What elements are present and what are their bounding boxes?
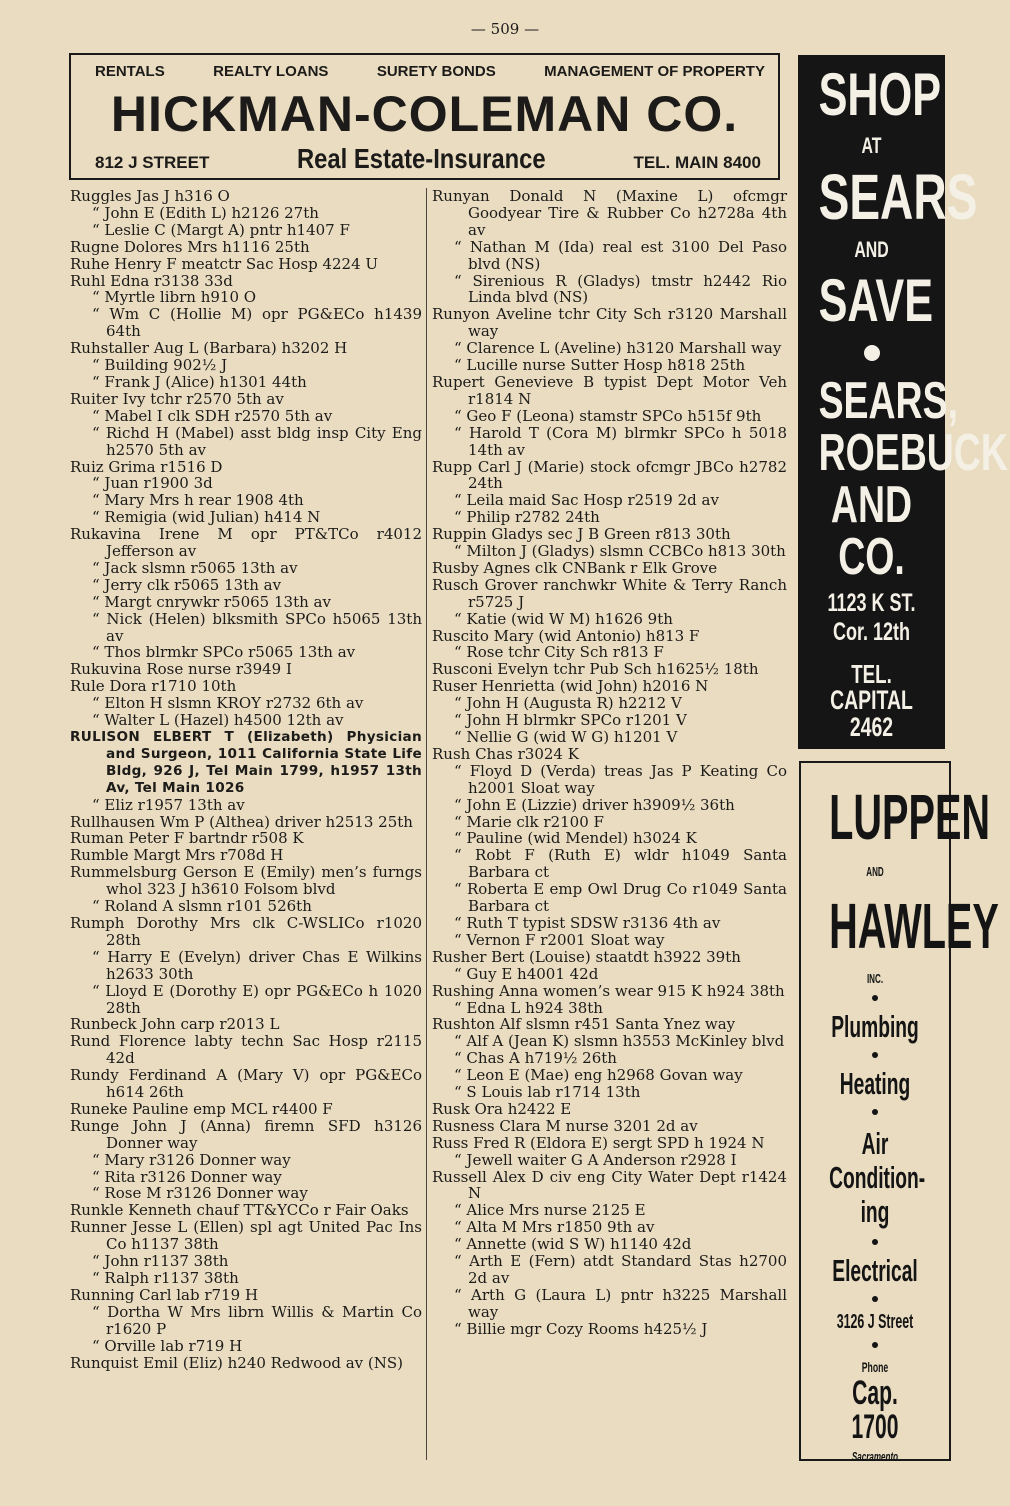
sears-shop: SHOP xyxy=(818,61,942,128)
directory-subentry: “ Alta M Mrs r1850 9th av xyxy=(454,1218,655,1237)
directory-entry: Rushing Anna women’s wear 915 K h924 38th xyxy=(432,981,785,1000)
directory-subentry: “ Margt cnrywkr r5065 13th av xyxy=(92,592,331,611)
directory-subentry: “ Harry E (Evelyn) driver Chas E Wilkins h2633 30th xyxy=(92,947,422,983)
sears-corner: Cor. 12th xyxy=(832,618,911,646)
directory-subentry: “ Dortha W Mrs librn Willis & Martin Co r1620 P xyxy=(92,1302,422,1338)
sears-tel-exchange: CAPITAL xyxy=(830,685,913,715)
directory-entry: Russ Fred R (Eldora E) sergt SPD h 1924 N xyxy=(432,1133,765,1152)
directory-subentry: “ Jack slsmn r5065 13th av xyxy=(92,558,298,577)
directory-entry: Rugne Dolores Mrs h1116 25th xyxy=(70,237,310,256)
hickman-coleman-ad xyxy=(69,53,780,180)
directory-subentry: “ John E (Lizzie) driver h3909½ 36th xyxy=(454,795,735,814)
directory-subentry: “ Pauline (wid Mendel) h3024 K xyxy=(454,829,697,848)
directory-subentry: “ Myrtle librn h910 O xyxy=(92,288,257,307)
directory-subentry: “ Jerry clk r5065 13th av xyxy=(92,575,282,594)
directory-subentry: “ Marie clk r2100 F xyxy=(454,812,604,831)
bullet-dot xyxy=(872,1109,878,1115)
luppen-hawley-ad xyxy=(799,761,999,1465)
directory-subentry: “ Elton H slsmn KROY r2732 6th av xyxy=(92,694,364,713)
directory-entry: Rusness Clara M nurse 3201 2d av xyxy=(432,1116,698,1135)
company-address: 812 J STREET xyxy=(95,153,210,172)
service-realty-loans: REALTY LOANS xyxy=(213,63,329,80)
directory-subentry: “ Eliz r1957 13th av xyxy=(92,795,245,814)
directory-subentry: “ Wm C (Hollie M) opr PG&ECo h1439 64th xyxy=(92,305,422,341)
ad-footer-row xyxy=(95,143,761,175)
directory-entry: Rusch Grover ranchwkr White & Terry Ranch r5725 J xyxy=(432,575,787,611)
page-number: — 509 — xyxy=(470,20,540,38)
directory-subentry: “ Vernon F r2001 Sloat way xyxy=(454,930,665,949)
directory-subentry: “ Frank J (Alice) h1301 44th xyxy=(92,372,307,391)
directory-subentry: “ Arth E (Fern) atdt Standard Stas h2700 2d av xyxy=(454,1252,787,1287)
directory-entry: Rupp Carl J (Marie) stock ofcmgr JBCo h2782 24th xyxy=(432,457,787,493)
directory-subentry: “ Mabel I clk SDH r2570 5th av xyxy=(92,406,333,425)
directory-subentry: “ John H (Augusta R) h2212 V xyxy=(454,694,682,713)
directory-subentry: “ Philip r2782 24th xyxy=(454,508,600,527)
directory-entry: Rundy Ferdinand A (Mary V) opr PG&ECo h614 26th xyxy=(70,1066,422,1102)
directory-entry: Rullhausen Wm P (Althea) driver h2513 25th xyxy=(70,812,413,831)
sears-company-3: AND CO. xyxy=(830,476,913,586)
directory-subentry: “ Alf A (Jean K) slsmn h3553 McKinley blvd xyxy=(454,1032,785,1051)
directory-subentry: “ Building 902½ J xyxy=(92,356,228,375)
directory-subentry: “ Orville lab r719 H xyxy=(92,1336,243,1355)
directory-subentry: “ Thos blrmkr SPCo r5065 13th av xyxy=(92,643,356,662)
company-name: HICKMAN-COLEMAN CO. xyxy=(110,86,739,142)
directory-subentry: “ Jewell waiter G A Anderson r2928 I xyxy=(454,1150,737,1169)
services-row xyxy=(95,63,765,80)
directory-entry: Ruser Henrietta (wid John) h2016 N xyxy=(432,677,709,696)
directory-entry: Runge John J (Anna) firemn SFD h3126 Donner way xyxy=(70,1116,422,1152)
directory-subentry: “ Alice Mrs nurse 2125 E xyxy=(454,1201,646,1220)
service-heating: Heating xyxy=(839,1066,911,1101)
directory-entry: Rusher Bert (Louise) staatdt h3922 39th xyxy=(432,947,741,966)
directory-subentry: “ Rose M r3126 Donner way xyxy=(92,1184,308,1203)
directory-subentry: “ Leila maid Sac Hosp r2519 2d av xyxy=(454,491,719,510)
directory-subentry: “ Remigia (wid Julian) h414 N xyxy=(92,508,321,527)
directory-entry: Runner Jesse L (Ellen) spl agt United Pac Ins Co h1137 38th xyxy=(70,1218,422,1254)
directory-entry: Rushton Alf slsmn r451 Santa Ynez way xyxy=(432,1015,736,1034)
directory-subentry: “ John H blrmkr SPCo r1201 V xyxy=(454,711,687,730)
phone-label: Phone xyxy=(861,1359,889,1376)
directory-subentry: “ Annette (wid S W) h1140 42d xyxy=(454,1235,692,1254)
sears-brand: SEARS xyxy=(818,161,978,233)
directory-subentry: “ Nellie G (wid W G) h1201 V xyxy=(454,728,678,746)
luppen-name: LUPPEN xyxy=(829,781,991,853)
directory-entry: Rupert Genevieve B typist Dept Motor Veh r1814 N xyxy=(432,372,787,408)
service-rentals: RENTALS xyxy=(95,63,165,80)
directory-entry: Ruhl Edna r3138 33d xyxy=(70,271,233,290)
directory-subentry: “ John r1137 38th xyxy=(92,1252,229,1271)
column-divider xyxy=(426,188,427,1460)
directory-subentry: “ Nathan M (Ida) real est 3100 Del Paso blvd (NS) xyxy=(454,237,787,273)
sears-tel-label: TEL. xyxy=(851,659,892,689)
luppen-inc: INC. xyxy=(866,971,884,986)
service-air: Air xyxy=(861,1126,889,1161)
directory-entry: Runyon Aveline tchr City Sch r3120 Marshall way xyxy=(432,305,787,341)
directory-column-right xyxy=(432,188,787,1338)
service-electrical: Electrical xyxy=(832,1253,918,1289)
directory-entry: Ruiter Ivy tchr r2570 5th av xyxy=(70,389,284,408)
directory-subentry: “ Lucille nurse Sutter Hosp h818 25th xyxy=(454,356,746,375)
service-plumbing: Plumbing xyxy=(831,1009,919,1044)
directory-entry: Ruman Peter F bartndr r508 K xyxy=(70,829,304,848)
directory-subentry: “ Chas A h719½ 26th xyxy=(454,1049,617,1068)
directory-subentry: “ Guy E h4001 42d xyxy=(454,964,599,983)
bullet-dot xyxy=(872,1296,878,1302)
directory-subentry: “ John E (Edith L) h2126 27th xyxy=(92,203,319,222)
luppen-city: Sacramento xyxy=(851,1449,899,1465)
directory-subentry: “ Juan r1900 3d xyxy=(92,474,213,493)
service-conditioning: Condition- xyxy=(829,1160,926,1196)
sears-tel-number: 2462 xyxy=(849,712,894,742)
directory-subentry: “ Ruth T typist SDSW r3136 4th av xyxy=(454,913,721,932)
directory-entry: Ruhe Henry F meatctr Sac Hosp 4224 U xyxy=(70,254,379,273)
directory-subentry: “ Katie (wid W M) h1626 9th xyxy=(454,609,673,628)
directory-entry: Rusconi Evelyn tchr Pub Sch h1625½ 18th xyxy=(432,660,759,679)
directory-entry: Ruggles Jas J h316 O xyxy=(70,187,230,205)
service-ing: ing xyxy=(860,1194,890,1230)
directory-entry: Ruppin Gladys sec J B Green r813 30th xyxy=(432,525,731,544)
sears-company-2: ROEBUCK xyxy=(818,424,1008,482)
directory-subentry: “ Leon E (Mae) eng h2968 Govan way xyxy=(454,1066,743,1085)
bullet-dot xyxy=(872,1239,878,1245)
directory-subentry: “ Roland A slsmn r101 526th xyxy=(92,897,312,916)
directory-entry: Rule Dora r1710 10th xyxy=(70,677,237,696)
directory-entry: Runeke Pauline emp MCL r4400 F xyxy=(70,1099,333,1118)
sears-ad xyxy=(798,55,1008,749)
directory-subentry: “ Harold T (Cora M) blrmkr SPCo h 5018 14th av xyxy=(454,423,787,459)
directory-entry: Ruscito Mary (wid Antonio) h813 F xyxy=(432,626,700,645)
directory-subentry: “ Billie mgr Cozy Rooms h425½ J xyxy=(454,1319,708,1338)
directory-entry: Rund Florence labty techn Sac Hosp r2115 42d xyxy=(70,1032,422,1068)
directory-subentry: “ Lloyd E (Dorothy E) opr PG&ECo h 1020 28th xyxy=(92,981,422,1017)
directory-entry: Russell Alex D civ eng City Water Dept r1424 N xyxy=(432,1167,787,1203)
directory-subentry: “ Mary r3126 Donner way xyxy=(92,1150,291,1169)
directory-column-left xyxy=(70,188,422,1371)
directory-subentry: “ Floyd D (Verda) treas Jas P Keating Co h2001 Sloat way xyxy=(454,761,787,797)
sears-address: 1123 K ST. xyxy=(827,589,916,617)
service-surety-bonds: SURETY BONDS xyxy=(376,63,496,80)
directory-entry: Ruiz Grima r1516 D xyxy=(70,457,223,476)
directory-subentry: “ Nick (Helen) blksmith SPCo h5065 13th av xyxy=(92,609,422,645)
directory-subentry: “ Arth G (Laura L) pntr h3225 Marshall way xyxy=(454,1285,787,1321)
luppen-and: AND xyxy=(866,864,884,879)
luppen-address: 3126 J Street xyxy=(836,1311,914,1334)
hawley-name: HAWLEY xyxy=(829,890,999,962)
sears-at: AT xyxy=(861,133,882,158)
bullet-dot xyxy=(872,1052,878,1058)
directory-subentry: “ S Louis lab r1714 13th xyxy=(454,1083,641,1102)
directory-subentry: “ Mary Mrs h rear 1908 4th xyxy=(92,491,304,510)
bullet-dot xyxy=(872,995,878,1001)
sears-and: AND xyxy=(854,237,889,262)
directory-entry: Running Carl lab r719 H xyxy=(70,1285,259,1304)
directory-subentry: “ Walter L (Hazel) h4500 12th av xyxy=(92,711,344,730)
directory-subentry: “ Rose tchr City Sch r813 F xyxy=(454,643,664,662)
directory-entry: Ruhstaller Aug L (Barbara) h3202 H xyxy=(70,339,348,358)
directory-entry: RULISON ELBERT T (Elizabeth) Physician and Surgeon, 1011 California State Life Bldg, 926 J, Tel Main 1799, h1957 13th Av, Tel Main 1026 xyxy=(70,729,422,796)
directory-entry: Rusby Agnes clk CNBank r Elk Grove xyxy=(432,558,718,577)
directory-subentry: “ Rita r3126 Donner way xyxy=(92,1167,282,1186)
sears-save: SAVE xyxy=(818,267,934,334)
directory-entry: Runyan Donald N (Maxine L) ofcmgr Goodyear Tire & Rubber Co h2728a 4th av xyxy=(432,187,787,239)
directory-subentry: “ Geo F (Leona) stamstr SPCo h515f 9th xyxy=(454,406,762,425)
directory-subentry: “ Roberta E emp Owl Drug Co r1049 Santa Barbara ct xyxy=(454,880,787,916)
directory-entry: Rukavina Irene M opr PT&TCo r4012 Jefferson av xyxy=(70,525,422,561)
directory-subentry: “ Edna L h924 38th xyxy=(454,998,603,1017)
directory-subentry: “ Leslie C (Margt A) pntr h1407 F xyxy=(92,220,350,239)
directory-entry: Rukuvina Rose nurse r3949 I xyxy=(70,660,292,679)
directory-subentry: “ Robt F (Ruth E) wldr h1049 Santa Barbara ct xyxy=(454,846,787,882)
directory-entry: Rusk Ora h2422 E xyxy=(432,1099,572,1118)
bullet-dot xyxy=(872,1342,878,1348)
directory-subentry: “ Ralph r1137 38th xyxy=(92,1269,239,1287)
service-management: MANAGEMENT OF PROPERTY xyxy=(544,63,765,80)
directory-entry: Rush Chas r3024 K xyxy=(432,744,579,763)
directory-entry: Rumble Margt Mrs r708d H xyxy=(70,846,284,865)
directory-subentry: “ Richd H (Mabel) asst bldg insp City Eng h2570 5th av xyxy=(92,423,422,459)
directory-entry: Rummelsburg Gerson E (Emily) men’s furngs whol 323 J h3610 Folsom blvd xyxy=(70,863,422,899)
directory-subentry: “ Clarence L (Aveline) h3120 Marshall way xyxy=(454,339,782,358)
company-telephone: TEL. MAIN 8400 xyxy=(633,153,761,172)
sears-company-1: SEARS, xyxy=(818,372,958,430)
phone-number: Cap. 1700 xyxy=(851,1374,899,1447)
directory-subentry: “ Sirenious R (Gladys) tmstr h2442 Rio Linda blvd (NS) xyxy=(454,271,787,307)
company-tagline: Real Estate-Insurance xyxy=(297,143,546,174)
bullet-dot xyxy=(864,345,880,361)
directory-entry: Rumph Dorothy Mrs clk C-WSLICo r1020 28th xyxy=(70,913,422,949)
directory-entry: Runbeck John carp r2013 L xyxy=(70,1015,280,1034)
directory-entry: Runkle Kenneth chauf TT&YCCo r Fair Oaks xyxy=(70,1201,409,1220)
directory-subentry: “ Milton J (Gladys) slsmn CCBCo h813 30th xyxy=(454,542,786,561)
directory-entry: Runquist Emil (Eliz) h240 Redwood av (NS) xyxy=(70,1353,404,1372)
